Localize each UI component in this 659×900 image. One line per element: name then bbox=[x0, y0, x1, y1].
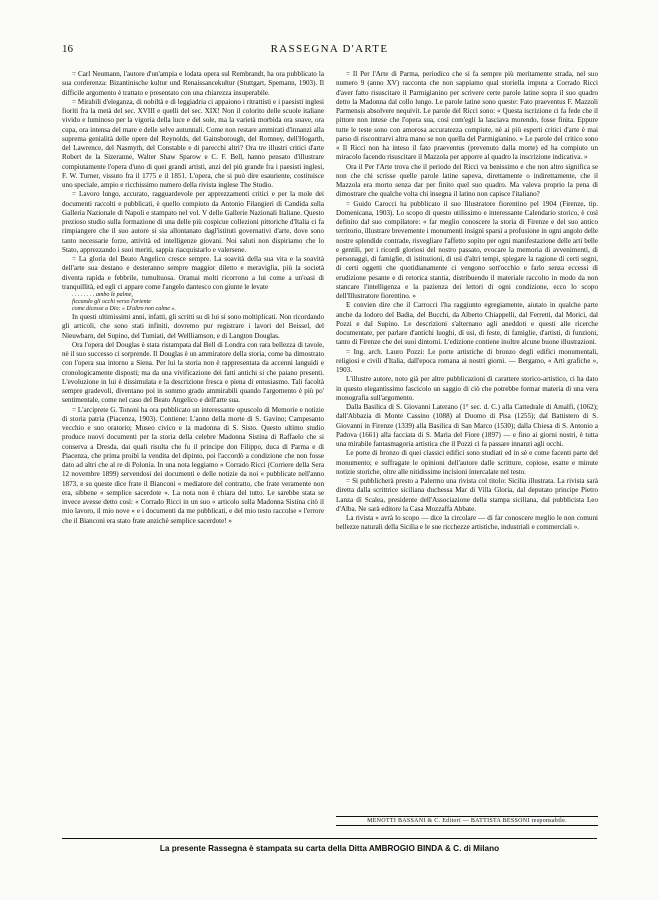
journal-title: RASSEGNA D'ARTE bbox=[270, 43, 389, 55]
paragraph: = La gloria del Beato Angelico cresce sempre. La soavità della sua vita e la soavità dell'arte sua destano e desteranno sempre maggior diletto e meraviglia, più la società diventa rapida e febbrile, tumultuosa. Oramai molti ricorrono a lui come a un'oasi di tranquillità, ed egli ci appare come l'angelo dantesco con giunte le levate bbox=[62, 255, 324, 291]
poetry-quote bbox=[62, 292, 324, 313]
paragraph: Dalla Basilica di S. Giovanni Laterano (1° sec. d. C.) alla Cattedrale di Amalfi, (1062); dall'Abbazia di Monte Cassino (1088) al Duomo di Pisa (1255); dal Battistero di S. Giovanni in Firenze (1339) alla Basilica di San Marco (1530); dalla Chiesa di S. Antonio a Padova (1661) alla facciata di S. Maria del Fiore (1897) — e fino ai giorni nostri, è tutta una mirabile fantasmagoria artistica che il Pozzi ci fa passare innanzi agli occhi. bbox=[336, 403, 598, 448]
printer-footer: La presente Rassegna è stampata su carta della Ditta AMBROGIO BINDA & C. di Milano bbox=[62, 838, 597, 853]
quote-line: . . . . . . . . ambo le palme, bbox=[72, 292, 133, 298]
quote-line: ficcando gli occhi verso l'oriente bbox=[72, 299, 151, 305]
page-number: 16 bbox=[62, 43, 73, 55]
paragraph: = Lavoro lungo, accurato, ragguardevole per apprezzamenti critici e per la mole dei documenti raccolti e pubblicati, è quello compiuto da Antonio Filangieri di Candida sulla Galleria Nazionale di Napoli e stampato nel vol. V delle Gallerie Nazionali Italiane. Questo prezioso studio sulla formazione di una delle più cospicue collezioni pittoriche d'Italia ci fa rimpiangere che il suo autore si sia allontanato dagl'istituti governativi d'arte, dove sono tanto necessarie forze, attività ed intelligenze giovani. Noi saluti non dispiriamo che lo Stato, apprezzando i suoi meriti, sappia riacquistarlo e valersene. bbox=[62, 190, 324, 254]
paragraph: In questi ultimissimi anni, infatti, gli scritti su di lui si sono moltiplicati. Non ricordando gli articoli, che sono stati infiniti, dovremo pur registrare i lavori del Beissel, del Nieuwbarn, del Supino, del Tumiati, del Wellliamson, e di Langton Douglas. bbox=[62, 313, 324, 340]
paragraph: = L'arciprete G. Tononi ha ora pubblicato un interessante opuscolo di Memorie e notizie di storia patria (Piacenza, 1903). Contiene: L'anno della morte di S. Gavino; Campesanto vecchio e suo oratorio; Museo civico e la madonna di S. Sisto. Questo ultimo studio produce nuovi documenti per la storia della celebre Madonna Sistina di Raffaelo che si conserva a Dresda, dai quali risulta che fu il principe don Filippo, duca di Parma e di Piacenza, che prima proibì la vendita del dipinto, poi l'accordò a condizione che non fosse dato ad altri che al re di Polonia. In una nota leggiamo « Corrado Ricci (Corriere della Sera 12 novembre 1899) servendosi dei documenti e delle notizie da noi « pubblicate nell'anno 1873, e su queste dice frate il Bianconi « mediatore del contratto, che frate veramente non era, sibbene « semplice sacerdote ». La nota non è chiara del tutto. Le sarebbe stata se invece avesse detto così: « Corrado Ricci in un suo « articolo sulla Madonna Sistina citò il mio lavoro, il mio nove « e i documenti da me pubblicati, e del mio testo raccolse « l'errore che il Bianconi era stato frate anzichè semplice sacerdote! » bbox=[62, 405, 324, 525]
left-column bbox=[62, 70, 324, 526]
paragraph: Ora il Per l'Arte trova che il periodo del Ricci va benissimo e che non altro significa se non che chi scrisse quelle parole latine sapeva, direttamente o indirettamente, che il Mazzola era morto senza dar per finito quel suo quadro. Ma valeva proprio la pena di dimostrare che qualche volta chi insegna il latino non capisce l'italiano? bbox=[336, 162, 598, 199]
paragraph: E convien dire che il Carrocci l'ha raggiunto egregiamente, aiutato in qualche parte anche da Iodoro del Badia, del Bucchi, da Alberto Chiappelli, dal Ferretti, dal Morici, dal Pozzi e dal Supino. Le descrizioni s'alternano agli aneddoti e questi alle ricerche documentate, per parlare d'antichi luoghi, di usi, di feste, di famiglie, d'artisti, di funzioni, tanto di Firenze che dei suoi dintorni. L'edizione contiene inoltre alcune buone illustrazioni. bbox=[336, 301, 598, 347]
running-header bbox=[62, 43, 597, 57]
paragraph: = Ing. arch. Lauro Pozzi: Le porte artistiche di bronzo degli edifici monumentali, religiosi e civili d'Italia, dall'epoca romana ai nostri giorni. — Bergamo, « Arti grafiche », 1903. bbox=[336, 347, 598, 374]
paragraph: = Guido Carocci ha pubblicato il suo Illustratore fiorentino pel 1904 (Firenze, tip. Domenicana, 1903). Lo scopo di questo utilissimo e interessante Calendario storico, è così definito dal suo compilatore: « far meglio conoscere la storia di Firenze e del suo antico territorio, illustrare brevemente i monumenti insigni sparsi a profusione in ogni angolo delle nostre splendide contrade, risvegliare l'affetto sopito per ogni manifestazione delle arti belle e gentili, per i ricordi gloriosi del nostro passato, evocare la memoria di avvenimenti, di personaggi, di famiglie, di istituzioni, di usi d'altri tempi, spiegare la ragione di certi segni, di certi oggetti che quotidianamente ci vengono sott'occhio e farlo senza eccessi di erudizione pesante e di retorica stantia, distribuendo il materiale raccolto in modo da non stancare l'intelligenza e la pazienza dei lettori di ogni condizione, ecco lo scopo dell'Illustratore fiorentino. » bbox=[336, 199, 598, 300]
colophon: MENOTTI BASSANI & C. Editori — BATTISTA BESSONI responsabile. bbox=[336, 816, 598, 826]
paragraph: La rivista « avrà lo scopo — dice la circolare — di far conoscere meglio le non comuni bellezze naturali della Sicilia e le sue ricchezze artistiche, industriali e commerciali ». bbox=[336, 514, 598, 532]
paragraph: = Carl Neumann, l'autore d'un'ampia e lodata opera sul Rembrandt, ha ora pubblicato la sua conferenza: Bizantinische kultur und Renaissancekultur (Stuttgart, Spemann, 1903). Il difficile argomento è trattato e presentato con una chiarezza insuperabile. bbox=[62, 70, 324, 97]
paragraph: L'illustre autore, noto già per altre pubblicazioni di carattere storico-artistico, ci ha dato in questo elegantissimo fascicolo un saggio di ciò che potrebbe formar materia di una vera monografia sull'argomento. bbox=[336, 375, 598, 402]
paragraph: = Si pubblicherà presto a Palermo una rivista col titolo: Sicilia illustrata. La rivista sarà diretta dalla scrittrice siciliana duchessa Mar di Villa Gloria, dal deputato principe Pietro Lanza di Scalea, presidente dell'Associazione della stampa siciliana, dal pubblicista Leo d'Alba. Ne sarà editore la Casa Mozzaffa Abbate. bbox=[336, 477, 598, 513]
paragraph: = Mirabili d'eleganza, di nobiltà e di leggiadria ci appaiono i ritrattisti e i paesisti inglesi fioriti fra la metà del sec. XVIII e quelli del sec. XIX! Non il colorito delle scuole italiane vivido e luminoso per la vigoria della luce e del sole, ma la varietà morbida ora soave, ora cupa, ora intensa del mare e delle selve autunnali. Come non restare ammirati d'innanzi alla suprema genialità delle opere del Reynolds, del Gainsborough, del Romney, dell'Hogarth, del Lawrence, del Nasmyth, del Constable e di parecchi altri? Ora tre illustri critici d'arte Robert de la Sizeranne, Walter Shaw Sparow e C. F. Bell, hanno pensato d'illustrare compiutamente l'opera d'uno di quei grandi artisti, anzi del più grande fra i paesisti inglesi, F. W. Turner, vissuto fra il 1775 e il 1851. L'opera, che si può dire esauriente, costituisce uno speciale, ampio e ricchissimo numero della rivista inglese The Studio. bbox=[62, 97, 324, 189]
paragraph: Ora l'opera del Douglas è stata ristampata dal Bell di Londra con rara bellezza di tavole, nè il suo successo ci sorprende. Il Douglas è un ammiratore della storia, come ha dimostrato con l'opera sua intorno a Siena. Per lui la storia non è rappresentata da accenni languidi e cronologicamente disposti; ma da una vivificazione dei fatti antichi si che paiano presenti. L'evoluzione in lui è dissimulata e la descrizione fresca e piena di entusiasmo. Tali facoltà sempre gradevoli, diventano poi in sommo grado ammirabili quando l'argomento è più po' sentimentale, come nel caso del Beato Angelico e dell'arte sua. bbox=[62, 340, 324, 405]
quote-line: come dicesse a Dio: « D'altro non calme ». bbox=[72, 306, 176, 312]
paragraph: = Il Per l'Arte di Parma, periodico che si fa sempre più meritamente strada, nel suo numero 9 (anno XV) racconta che non sappiamo qual storiella imputa a Corrado Ricci d'aver fatto risuscitare il Parmigianino per scrivere certe parole latine sopra il suo quadro detto la Madonna dal collo lungo. Le parole latine sono queste: Fato praeventus F. Mazzoli Parmensis absolvere nequivit. Le parole del Ricci sono: « Questa iscrizione ci fa fede che il pittore non intese che l'opera sua, così com'egli la lasciava morendo, fosse finita. Eppure tutte le teste sono con amorosa accuratezza compiute, nè ai più esperti critici d'arte è mai parso di riscontrarvi altra mano se non quella del Parmigianino. » Le parole del critico sono « Il Ricci non ha inteso il fato praeventus (prevenuto dalla morte) ed ha compiuto un miracolo facendo risuscitare il Mazzola per apporre al quadro la inscrizione indicativa. » bbox=[336, 70, 598, 162]
paragraph: Le porte di bronzo di quei classici edifici sono studiati ed in sè e come facenti parte del monumento; e suffragate le opinioni dell'autore dalle scritture, copiose, esatte e minute notizie storiche, oltre alle nitidissime incisioni intercalate nel testo. bbox=[336, 449, 598, 476]
right-column bbox=[336, 70, 598, 533]
